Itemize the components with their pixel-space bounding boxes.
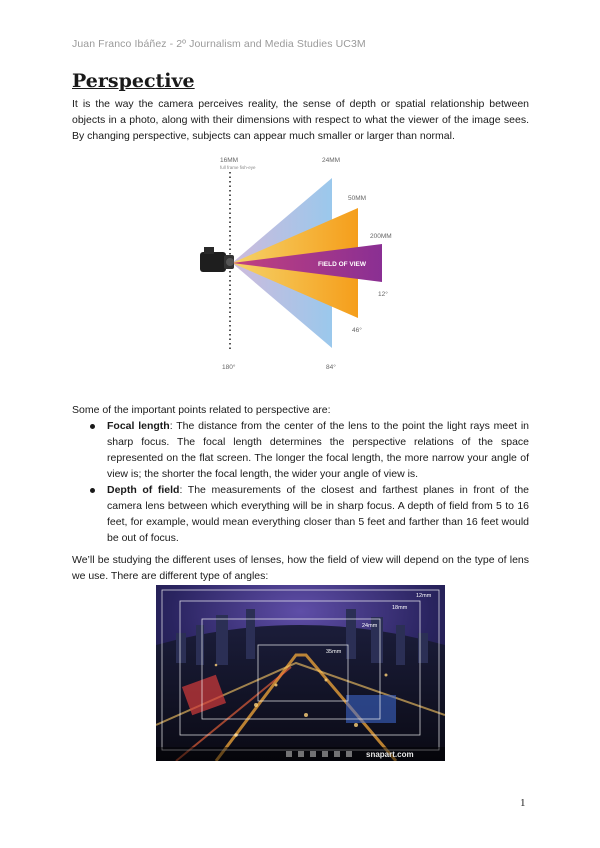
points-list — [88, 418, 529, 546]
field-of-view-diagram — [186, 150, 414, 376]
label-fisheye: full frame fish-eye — [220, 165, 256, 170]
frame-label-18mm: 18mm — [392, 605, 408, 611]
label-84deg: 84° — [326, 364, 336, 371]
city-angles-photo — [156, 585, 445, 761]
definition-depth-of-field: : The measurements of the closest and farthest planes in front of the camera lens between which everything will be in sharp focus. A depth of field from 5 to 16 feet, for example, would mean everything closer than 5 feet and farther than 16 feet would be out of focus. — [107, 484, 529, 544]
definition-focal-length: : The distance from the center of the lens to the point the light rays meet in sharp focus. The focal length determines the perspective relations of the space represented on the flat screen. The longer the focal length, the more narrow your angle of view is; the shorter the focal length, the wider your angle of view is. — [107, 420, 529, 480]
label-12deg: 12° — [378, 291, 388, 298]
frame-label-12mm: 12mm — [416, 593, 432, 599]
lenses-paragraph: We’ll be studying the different uses of lenses, how the field of view will depend on the type of lens we use. There are different type of angles: — [72, 554, 529, 582]
term-focal-length: Focal length — [107, 420, 170, 432]
label-field-of-view: FIELD OF VIEW — [318, 261, 367, 268]
page-title: Perspective — [72, 70, 195, 92]
page-number: 1 — [520, 797, 526, 809]
list-item — [88, 418, 529, 482]
label-180deg: 180° — [222, 364, 236, 371]
points-intro: Some of the important points related to perspective are: — [72, 404, 331, 416]
list-item — [88, 482, 529, 546]
frame-label-35mm: 35mm — [326, 649, 342, 655]
label-24mm: 24MM — [322, 157, 341, 164]
label-200mm: 200MM — [370, 233, 392, 240]
watermark: snapart.com — [366, 750, 414, 759]
label-50mm: 50MM — [348, 195, 367, 202]
frame-label-24mm: 24mm — [362, 623, 378, 629]
label-46deg: 46° — [352, 327, 362, 334]
intro-paragraph: It is the way the camera perceives reality, the sense of depth or spatial relationship between objects in a photo, along with their dimensions with respect to what the viewer of the image sees. By changing perspective, subjects can appear much smaller or larger than normal. — [72, 98, 529, 142]
running-header: Juan Franco Ibáñez - 2º Journalism and Media Studies UC3M — [72, 38, 366, 50]
term-depth-of-field: Depth of field — [107, 484, 180, 496]
label-16mm: 16MM — [220, 157, 239, 164]
